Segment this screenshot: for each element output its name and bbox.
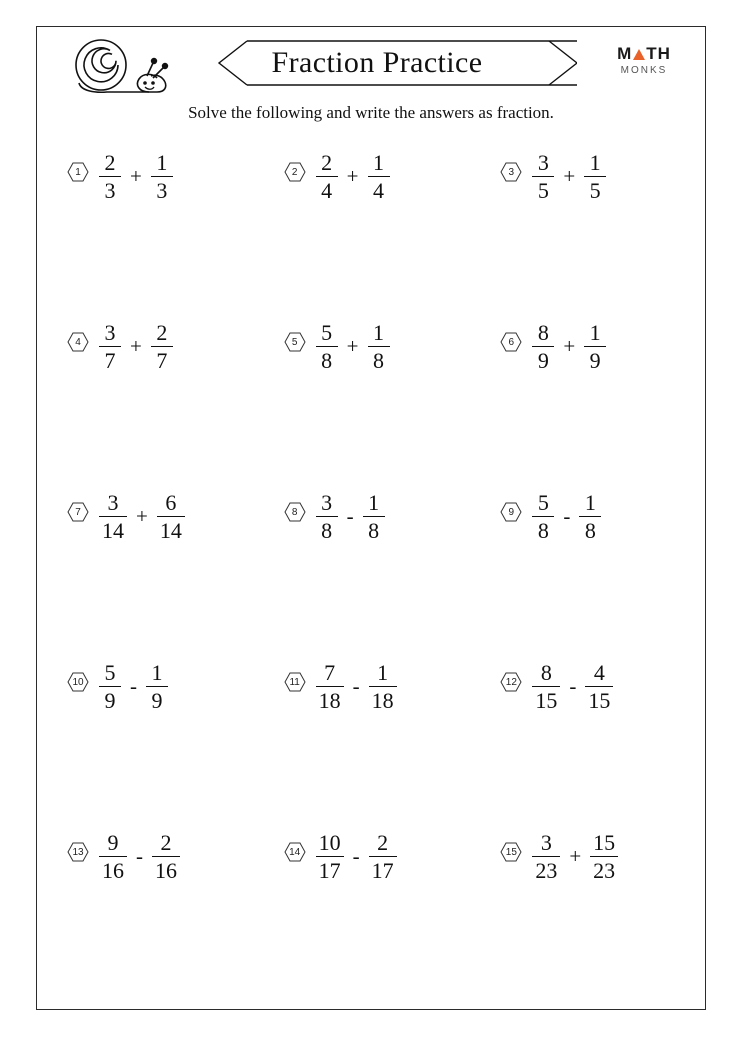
fraction-first: $\frac{3}{5}$	[532, 151, 554, 203]
problem-item	[482, 151, 699, 321]
fraction-bar	[316, 176, 338, 177]
problem-number-badge	[284, 841, 306, 863]
problem-expression	[532, 831, 618, 883]
fraction-bar	[151, 346, 173, 347]
operator: +	[563, 164, 576, 189]
fraction-first: $\frac{2}{3}$	[99, 151, 121, 203]
problem-number: 13	[72, 846, 84, 858]
fraction-bar	[532, 346, 554, 347]
problem-item	[266, 831, 483, 1001]
problem-item	[49, 321, 266, 491]
fraction-bar	[369, 856, 397, 857]
problem-item	[266, 491, 483, 661]
fraction-first: $\frac{3}{8}$	[316, 491, 338, 543]
problem-expression	[532, 491, 601, 543]
operator: -	[130, 674, 137, 699]
fraction-second: $\frac{1}{8}$	[579, 491, 601, 543]
problem-number-badge	[500, 671, 522, 693]
fraction-first: $\frac{3}{23}$	[532, 831, 560, 883]
fraction-first: $\frac{9}{16}$	[99, 831, 127, 883]
operator: -	[569, 674, 577, 699]
operator: +	[569, 844, 582, 869]
fraction-bar	[316, 346, 338, 347]
problem-number-badge	[67, 331, 89, 353]
fraction-second: $\frac{1}{9}$	[584, 321, 606, 373]
problem-number: 11	[289, 676, 300, 688]
problem-number: 14	[289, 846, 301, 858]
fraction-bar	[584, 176, 606, 177]
problem-number-badge	[67, 161, 89, 183]
problem-expression	[316, 661, 397, 713]
logo-main-left: M	[617, 44, 633, 63]
fraction-bar	[532, 516, 554, 517]
fraction-first: $\frac{3}{7}$	[99, 321, 121, 373]
fraction-first: $\frac{7}{18}$	[316, 661, 344, 713]
problem-number: 3	[508, 166, 515, 178]
fraction-first: $\frac{8}{15}$	[532, 661, 560, 713]
problem-number-badge	[500, 331, 522, 353]
problem-item	[482, 491, 699, 661]
problem-item	[482, 321, 699, 491]
fraction-bar	[585, 686, 613, 687]
operator: -	[563, 504, 571, 529]
fraction-bar	[368, 346, 390, 347]
operator: +	[130, 334, 142, 359]
snail-icon	[61, 35, 181, 97]
fraction-bar	[532, 686, 560, 687]
fraction-first: $\frac{8}{9}$	[532, 321, 554, 373]
math-monks-logo	[599, 45, 689, 76]
fraction-first: $\frac{5}{9}$	[99, 661, 121, 713]
fraction-bar	[157, 516, 185, 517]
problem-number-badge	[500, 161, 522, 183]
problem-number: 9	[508, 506, 515, 518]
problem-item	[482, 831, 699, 1001]
fraction-second: $\frac{1}{8}$	[368, 321, 390, 373]
fraction-second: $\frac{1}{9}$	[146, 661, 168, 713]
problem-item	[49, 151, 266, 321]
fraction-second: $\frac{1}{3}$	[151, 151, 173, 203]
fraction-second: $\frac{2}{16}$	[152, 831, 180, 883]
problem-expression	[99, 831, 180, 883]
fraction-second: $\frac{15}{23}$	[590, 831, 618, 883]
fraction-second: $\frac{1}{5}$	[584, 151, 606, 203]
problem-expression	[316, 491, 385, 543]
problem-number: 2	[291, 166, 298, 178]
problem-expression	[316, 151, 390, 203]
title-banner	[177, 35, 577, 91]
problem-number: 7	[75, 506, 81, 518]
problem-item	[266, 661, 483, 831]
problem-expression	[316, 831, 397, 883]
problem-number-badge	[67, 671, 89, 693]
fraction-first: $\frac{2}{4}$	[316, 151, 338, 203]
problem-expression	[532, 151, 606, 203]
problem-item	[266, 321, 483, 491]
problem-number: 15	[505, 846, 517, 858]
operator: -	[352, 844, 360, 869]
worksheet-header	[37, 27, 705, 101]
fraction-bar	[99, 176, 121, 177]
problem-number: 12	[505, 676, 517, 688]
problem-number-badge	[284, 161, 306, 183]
fraction-second: $\frac{1}{18}$	[369, 661, 397, 713]
fraction-second: $\frac{4}{15}$	[585, 661, 613, 713]
instruction-text: Solve the following and write the answers as fraction.	[188, 103, 554, 122]
fraction-bar	[532, 176, 554, 177]
problem-number-badge	[284, 501, 306, 523]
fraction-second: $\frac{1}{8}$	[363, 491, 385, 543]
fraction-bar	[99, 856, 127, 857]
problem-item	[49, 831, 266, 1001]
operator: -	[136, 844, 143, 869]
fraction-first: $\frac{3}{14}$	[99, 491, 127, 543]
fraction-second: $\frac{2}{17}$	[369, 831, 397, 883]
operator: +	[346, 164, 359, 189]
fraction-bar	[151, 176, 173, 177]
fraction-bar	[316, 856, 344, 857]
problem-expression	[99, 151, 173, 203]
fraction-second: $\frac{6}{14}$	[157, 491, 185, 543]
operator: +	[130, 164, 142, 189]
fraction-first: $\frac{5}{8}$	[532, 491, 554, 543]
problem-number-badge	[67, 501, 89, 523]
problem-number: 6	[508, 336, 515, 348]
fraction-bar	[590, 856, 618, 857]
fraction-bar	[316, 686, 344, 687]
problem-number: 10	[72, 676, 84, 688]
problem-item	[482, 661, 699, 831]
fraction-bar	[369, 686, 397, 687]
fraction-bar	[579, 516, 601, 517]
triangle-icon	[633, 49, 645, 60]
worksheet-page	[36, 26, 706, 1010]
problem-number: 1	[75, 166, 81, 178]
page-title: Fraction Practice	[271, 46, 483, 79]
operator: +	[136, 504, 148, 529]
problem-number-badge	[500, 841, 522, 863]
problem-expression	[99, 321, 173, 373]
logo-subtitle: MONKS	[620, 65, 668, 76]
operator: +	[563, 334, 576, 359]
problem-number-badge	[500, 501, 522, 523]
logo-main-right: TH	[646, 44, 671, 63]
problem-expression	[99, 661, 168, 713]
fraction-bar	[584, 346, 606, 347]
problem-expression	[532, 661, 613, 713]
problem-expression	[532, 321, 606, 373]
operator: -	[352, 674, 360, 699]
problems-grid	[37, 151, 705, 1001]
operator: -	[346, 504, 354, 529]
fraction-second: $\frac{1}{4}$	[368, 151, 390, 203]
fraction-bar	[532, 856, 560, 857]
problem-number: 4	[75, 336, 81, 348]
fraction-bar	[316, 516, 338, 517]
fraction-second: $\frac{2}{7}$	[151, 321, 173, 373]
fraction-bar	[99, 686, 121, 687]
fraction-first: $\frac{10}{17}$	[316, 831, 344, 883]
problem-expression	[99, 491, 185, 543]
problem-expression	[316, 321, 390, 373]
fraction-bar	[363, 516, 385, 517]
problem-item	[49, 491, 266, 661]
problem-number-badge	[67, 841, 89, 863]
fraction-first: $\frac{5}{8}$	[316, 321, 338, 373]
fraction-bar	[99, 516, 127, 517]
problem-number-badge	[284, 671, 306, 693]
fraction-bar	[146, 686, 168, 687]
problem-number: 8	[291, 506, 298, 518]
problem-item	[266, 151, 483, 321]
operator: +	[346, 334, 359, 359]
problem-number: 5	[291, 336, 298, 348]
fraction-bar	[99, 346, 121, 347]
problem-number-badge	[284, 331, 306, 353]
fraction-bar	[368, 176, 390, 177]
fraction-bar	[152, 856, 180, 857]
problem-item	[49, 661, 266, 831]
